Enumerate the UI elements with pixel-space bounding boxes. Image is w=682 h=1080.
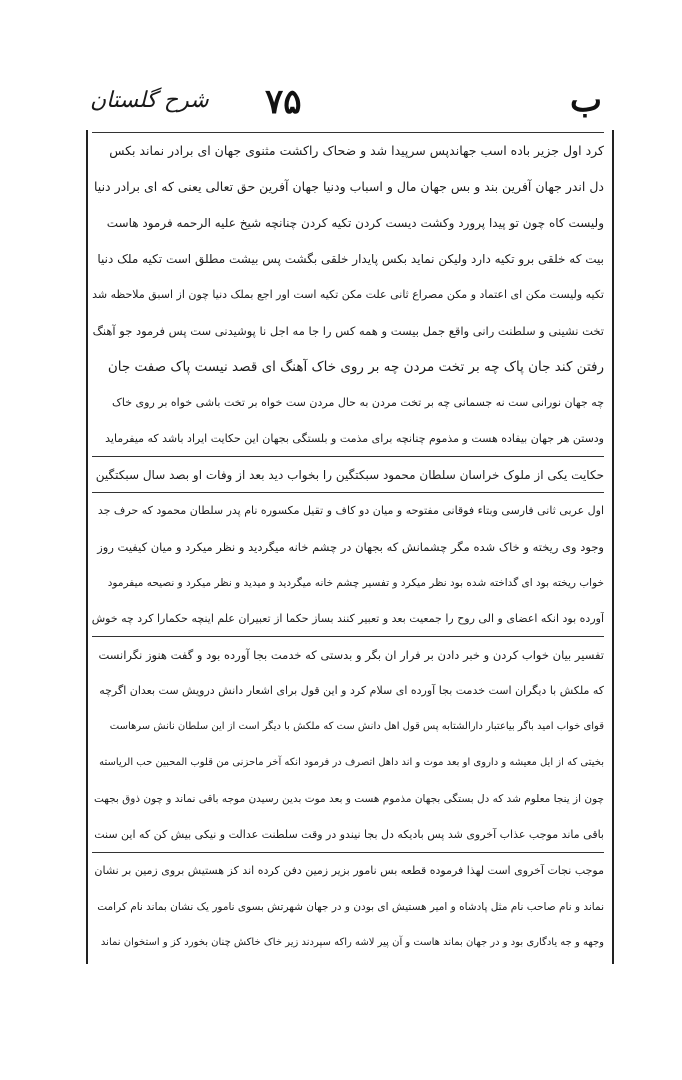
- text-line: تکیه ولیست مکن ای اعتماد و مکن مصراع ثانی علت مکن تکیه است اور اجع بملک دنیا چون از اسبق ملاحظه شد: [92, 288, 604, 301]
- section-rule: [92, 636, 604, 637]
- text-line: بیت که خلقی برو تکیه دارد ولیکن نماید بکس پایدار خلقی بگشت پس بیشت مطلق است تکیه ملک دنیا: [97, 252, 604, 266]
- text-line: خواب ریخته بود ای گداخته شده بود نظر میکرد و تفسیر چشم خانه میگردید و میدید و نظر میکرد و نصیحه میفرمود: [107, 577, 604, 589]
- page-number: ۷۵: [265, 82, 302, 122]
- section-rule: [92, 456, 604, 457]
- text-line: تخت نشینی و سلطنت رانی واقع جمل بیست و همه کس را جا مه اجل نا پوشیدنی ست پس فرمود جو آهنگ: [92, 324, 604, 338]
- text-line: بخیتی که از ایل معیشه و داروی او بعد موت و اند داهل اتصرف در فرمود انکه آخر ماحزنی من قلوب المحبین حب الریاسته: [99, 757, 604, 768]
- text-line: وجهه و جه یادگاری بود و در جهان بماند هاست و آن پیر لاشه راکه سپردند زیر خاک خاکش چنان بخورد کز و استخوان نماند: [100, 937, 604, 948]
- section-rule: [92, 852, 604, 853]
- text-line: وجود وی ریخته و خاک شده مگر چشمانش که بجهان در چشم خانه میگردید و نظر میکرد و میان کیفیت روز: [97, 540, 604, 554]
- text-line: چه جهان نورانی ست نه جسمانی چه بر تخت مردن به حال مردن ست خواه بر تخت باشی خواه بر روی خاک: [112, 396, 604, 409]
- text-line: ودستن هر جهان بیفاده هست و مذموم چنانچه برای مذمت و بلستگی بجهان این حکایت ایراد باشد که میفرماید: [105, 432, 604, 445]
- section-rule: [92, 492, 604, 493]
- text-line: رفتن کند جان پاک چه بر تخت مردن چه بر روی خاک آهنگ ای قصد نیست پاک صفت جان: [107, 359, 604, 375]
- text-line: دل اندر جهان آفرین بند و بس جهان مال و اسباب ودنیا جهان آفرین حق تعالی یعنی که ای برادر دنیا: [93, 179, 604, 194]
- text-line: قوای خواب امید باگر بیاعتبار دارالشتابه پس قول اهل دانش ست که ملکش با دیگر است از این سلطان نانش سرهاست: [109, 721, 604, 732]
- text-line: تفسیر بیان خواب کردن و خبر دادن بر فرار ان بگر و بدستی که خدمت بجا آورده بود و گفت هنوز نگرانست: [98, 648, 604, 662]
- text-line: موجب نجات آخروی است لهذا فرموده قطعه بس نامور بزیر زمین دفن کرده اند کز هستیش بروی زمین بر نشان: [94, 864, 604, 877]
- text-line: چون از ینجا معلوم شد که دل بستگی بجهان مذموم هست و بعد موت بدین رسیدن موجه باقی نماند و چون ذوق بجهت: [93, 793, 604, 805]
- text-line: کرد اول جزیر باده اسب جهاندپس سرپیدا شد و ضحاک راکشت مثنوی جهان ای برادر نماند بکس: [109, 143, 604, 158]
- text-line: که ملکش با دیگران است خدمت بجا آورده ای سلام کرد و این قول برای اشعار دانش درویش ست بعدان اگرچه: [99, 684, 604, 697]
- text-line: حکایت یکی از ملوک خراسان سلطان محمود سبکتگین را بخواب دید بعد از وفات او بصد سال سبکتگین: [95, 468, 604, 482]
- text-line: ولیست کاه چون تو پیدا پرورد وکشت دیست کردن تکیه کردن چنانچه شیخ علیه الرحمه فرمود هاست: [106, 216, 604, 230]
- signature-mark: ب: [569, 80, 602, 120]
- running-title: شرح گلستان: [90, 88, 209, 113]
- text-line: آورده بود انکه اعضای و الی روح را جمعیت بعد و تعبیر کنند بساز حکما از تعبیران علم اینچه حکمارا کرد چه خوش: [92, 612, 604, 625]
- top-rule: [92, 132, 604, 133]
- text-line: باقی ماند موجب عذاب آخروی شد پس بادیکه دل بجا نیندو در وقت سلطنت عدالت و نیکی بیش کن که این سنت: [94, 828, 604, 841]
- page-header: [90, 80, 602, 124]
- text-line: اول عربی ثانی فارسی وبتاء فوقانی مفتوحه و میان دو کاف و تقیل مکسوره نام پدر سلطان محمود که حرف جد: [97, 504, 604, 517]
- text-line: نماند و نام صاحب نام مثل پادشاه و امیر هستیش ای بودن و در جهان شهرتش بسوی نامور یک نشان بماند نام کرامت: [97, 901, 604, 913]
- text-body: [92, 132, 604, 962]
